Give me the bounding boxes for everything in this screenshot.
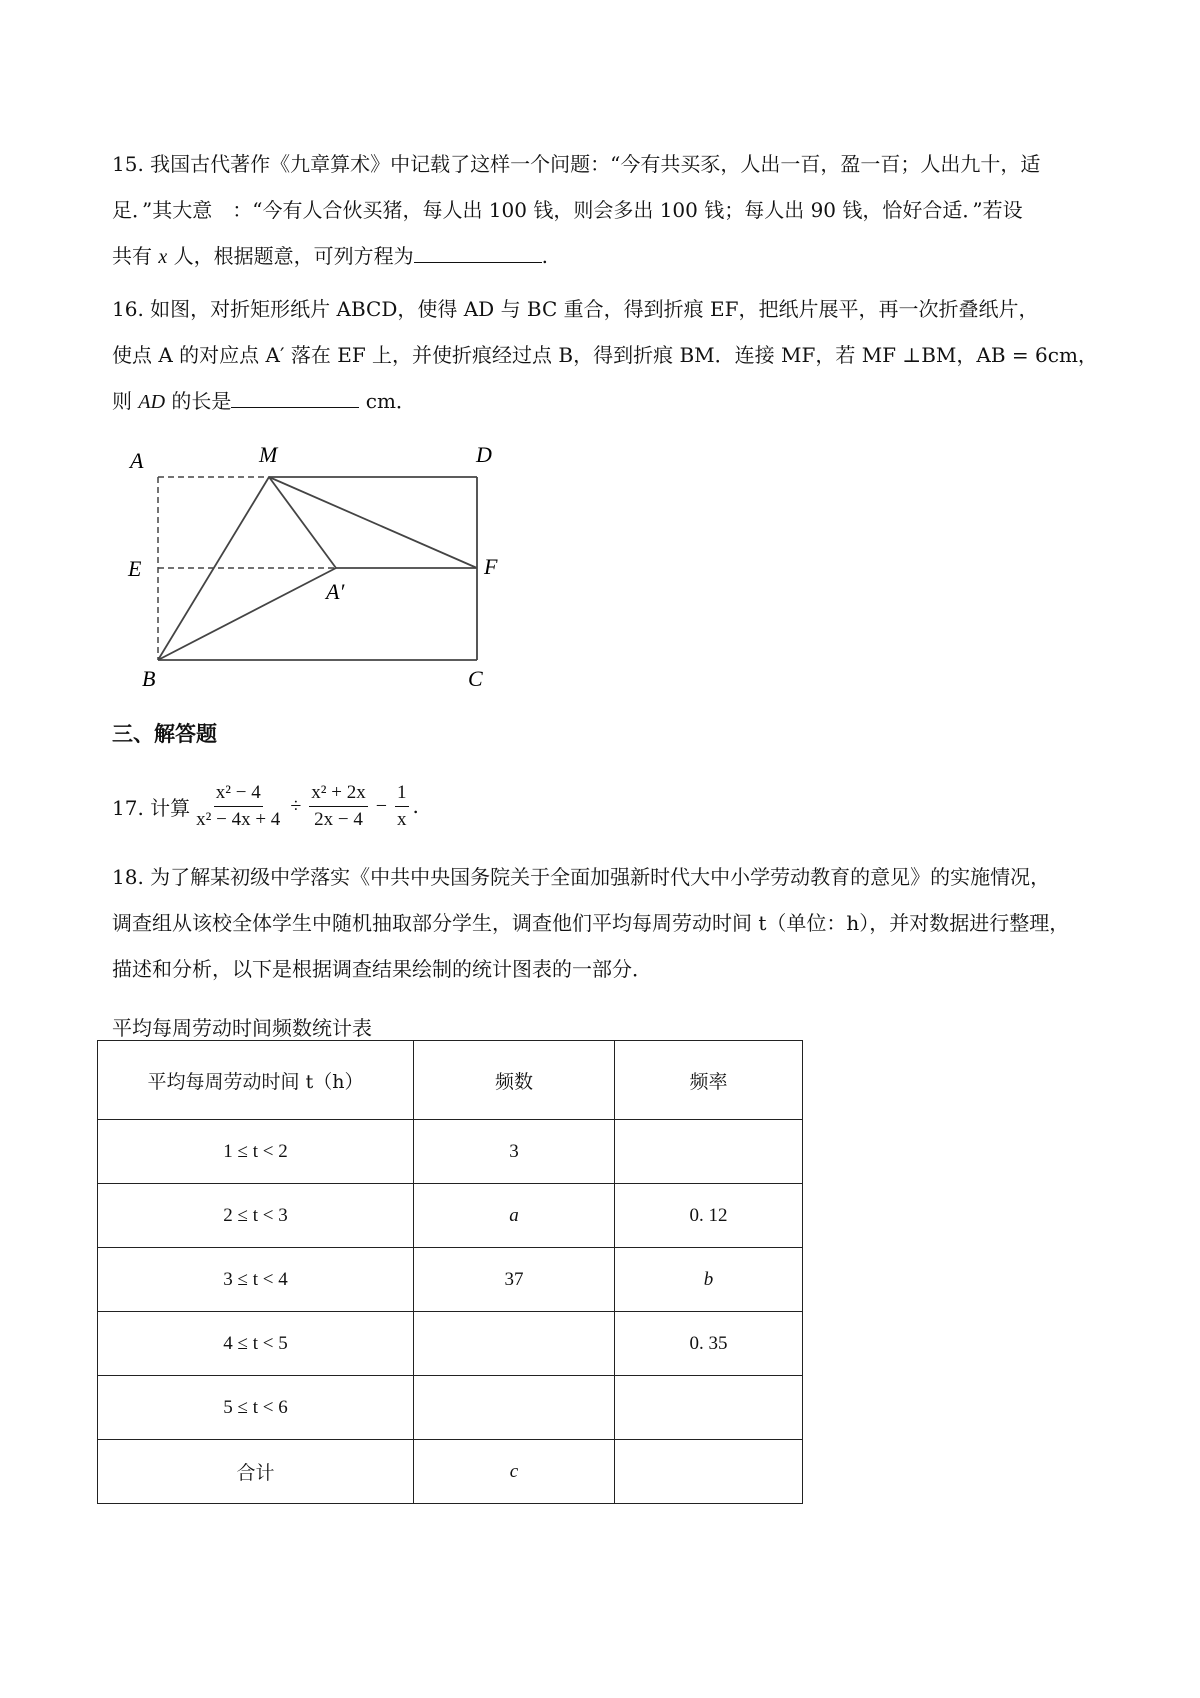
cell-rate: b [615, 1248, 803, 1312]
question-16 [112, 286, 1098, 424]
header-time: 平均每周劳动时间 t（h） [98, 1041, 414, 1120]
label-A: A [130, 448, 144, 473]
cell-total-label: 合计 [98, 1440, 414, 1504]
cell-rate [615, 1376, 803, 1440]
section-heading: 三、解答题 [112, 722, 217, 746]
q15-line-2: 足．”其大意 ：“今有人合伙买猪，每人出 100 钱，则会多出 100 钱；每人出 90 钱，恰好合适．”若设 [112, 198, 1023, 222]
q15-line-3: 共有 x 人，根据题意，可列方程为 . [112, 233, 1098, 279]
table-row [98, 1120, 803, 1184]
fraction-1: $\frac{\text{x² − 4}}{\text{x² − 4x + 4}}$ [196, 781, 281, 830]
frequency-table [97, 1040, 803, 1504]
fraction-3: $\frac{1}{x}$ [397, 781, 407, 830]
question-15 [112, 141, 1098, 279]
table-caption: 平均每周劳动时间频数统计表 [112, 1016, 372, 1040]
divide-sign: ÷ [290, 794, 302, 817]
geometry-figure [112, 436, 512, 696]
label-F: F [484, 554, 498, 579]
q16-line-3: 则 AD 的长是 cm． [112, 378, 1098, 424]
q16-line-1: 16. 如图，对折矩形纸片 ABCD，使得 AD 与 BC 重合，得到折痕 EF，把纸片展平，再一次折叠纸片， [112, 297, 1039, 321]
minus-sign: − [375, 794, 387, 817]
q18-line-2: 调查组从该校全体学生中随机抽取部分学生，调查他们平均每周劳动时间 t（单位：h），并对数据进行整理， [112, 911, 1070, 935]
line-MF [269, 477, 477, 568]
q18-line-3: 描述和分析，以下是根据调查结果绘制的统计图表的一部分． [112, 957, 652, 981]
table-row [98, 1312, 803, 1376]
label-D: D [476, 442, 492, 467]
label-M: M [259, 442, 278, 467]
cell-count: 3 [414, 1120, 615, 1184]
q15-line-1: 15. 我国古代著作《九章算术》中记载了这样一个问题：“今有共买豕，人出一百，盈一百；人出九十，适 [112, 152, 1041, 176]
label-E: E [128, 556, 142, 581]
fraction-2: $\frac{\text{x² + 2x}}{2x - 4}$ [311, 781, 366, 830]
line-MA-prime [269, 477, 336, 568]
table-row [98, 1376, 803, 1440]
table-row [98, 1248, 803, 1312]
table-row [98, 1184, 803, 1248]
label-B: B [142, 666, 156, 691]
question-17: 17. 计算 $\frac{\text{x² − 4}}{\text{x² − 4x + 4}}$ ÷ $\frac{\text{x² + 2x}}{2x - 4}$ − $\frac{1}{x}$ . [112, 776, 419, 836]
cell-count [414, 1376, 615, 1440]
cell-total-count: c [414, 1440, 615, 1504]
answer-blank[interactable] [231, 381, 359, 408]
variable-x: x [158, 246, 168, 268]
question-18 [112, 854, 1098, 992]
cell-rate: 0. 35 [615, 1312, 803, 1376]
cell-interval: 1 ≤ t < 2 [98, 1120, 414, 1184]
q18-line-1: 18. 为了解某初级中学落实《中共中央国务院关于全面加强新时代大中小学劳动教育的意见》的实施情况， [112, 865, 1051, 889]
cell-rate: 0. 12 [615, 1184, 803, 1248]
cell-interval: 3 ≤ t < 4 [98, 1248, 414, 1312]
cell-interval: 2 ≤ t < 3 [98, 1184, 414, 1248]
cell-count [414, 1312, 615, 1376]
header-frequency: 频数 [414, 1041, 615, 1120]
label-C: C [468, 666, 483, 691]
cell-interval: 4 ≤ t < 5 [98, 1312, 414, 1376]
q16-line-2: 使点 A 的对应点 A′ 落在 EF 上，并使折痕经过点 B，得到折痕 BM．连接 MF，若 MF ⊥BM，AB = 6cm， [112, 343, 1098, 367]
label-A-prime: A′ [326, 579, 345, 604]
cell-interval: 5 ≤ t < 6 [98, 1376, 414, 1440]
cell-count: 37 [414, 1248, 615, 1312]
line-BA-prime [158, 568, 336, 660]
answer-blank[interactable] [414, 236, 542, 263]
table-row-total [98, 1440, 803, 1504]
header-rate: 频率 [615, 1041, 803, 1120]
cell-total-rate [615, 1440, 803, 1504]
cell-count: a [414, 1184, 615, 1248]
cell-rate [615, 1120, 803, 1184]
table-header-row [98, 1041, 803, 1120]
